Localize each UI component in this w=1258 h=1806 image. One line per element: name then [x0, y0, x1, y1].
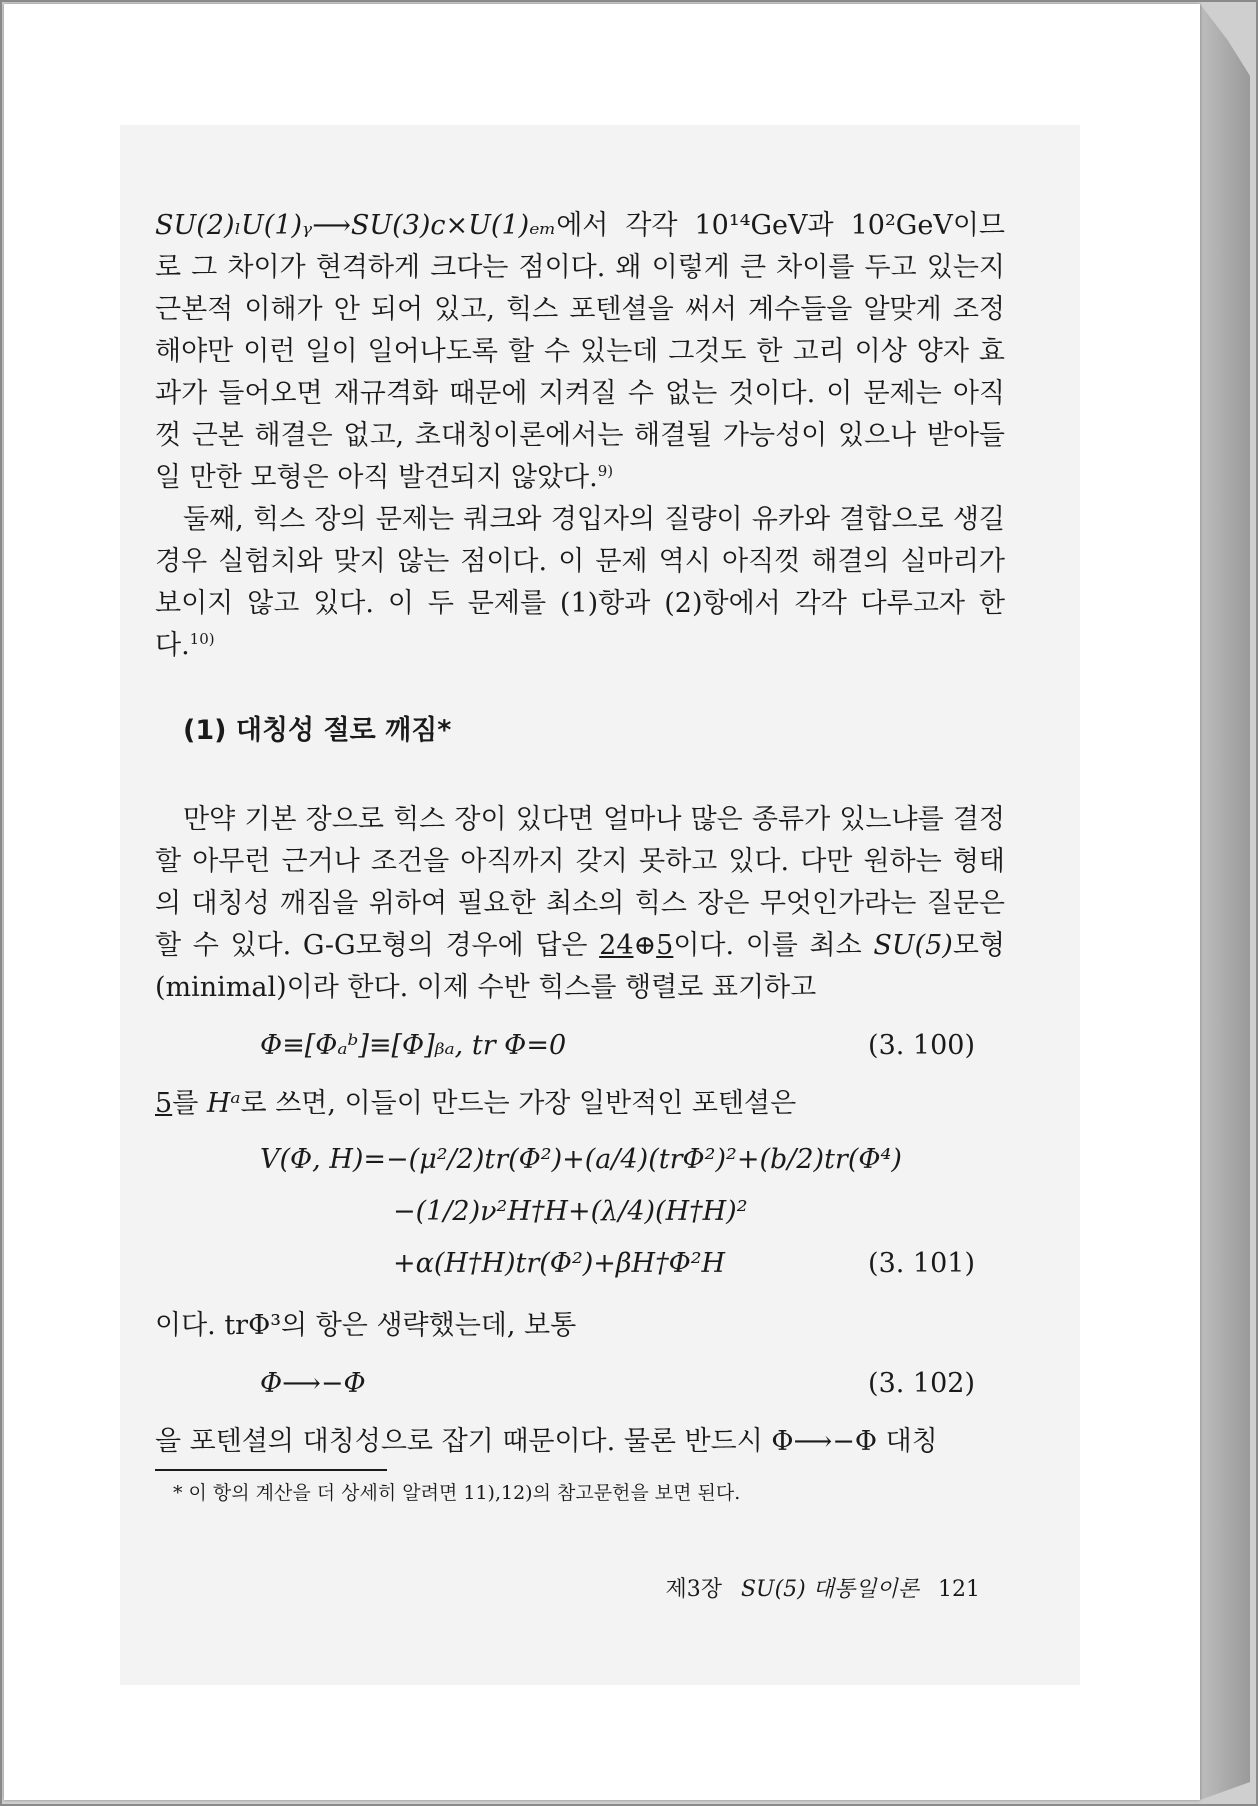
equation-3-100-expr: Φ≡[Φₐᵇ]≡[Φ]ᵦₐ, tr Φ=0 [260, 1030, 567, 1061]
chapter-label: 제3장 [665, 1577, 722, 1602]
paragraph-3 [155, 799, 1005, 1009]
equation-3-100-number: (3. 100) [868, 1030, 975, 1061]
page-edge-shadow [1200, 4, 1250, 1800]
running-footer [155, 1572, 980, 1603]
reference-9: 9) [597, 462, 614, 480]
oplus-symbol: ⊕ [633, 930, 657, 961]
equation-3-101-number: (3. 101) [868, 1248, 975, 1279]
paragraph-5: 이다. trΦ³의 항은 생략했는데, 보통 [155, 1310, 577, 1341]
reference-10: 10) [189, 630, 215, 648]
rep-5-b: 5 [155, 1088, 173, 1119]
rep-5: 5 [656, 930, 674, 961]
paragraph-3-text-c: 모형(minimal)이라 한다. 이제 수반 힉스를 행렬로 표기하고 [155, 930, 1005, 1003]
math-su5: SU(5) [873, 930, 953, 961]
paragraph-2-text: 둘째, 힉스 장의 문제는 쿼크와 경입자의 질량이 유카와 결합으로 생길 경우 실험치와 맞지 않는 점이다. 이 문제 역시 아직껏 해결의 실마리가 보이지 않고 있다. 이 두 문제를 (1)항과 (2)항에서 각각 다루고자 한다. [155, 504, 1005, 661]
equation-3-102 [155, 1363, 1005, 1405]
paragraph-4-text-b: 로 쓰면, 이들이 만드는 가장 일반적인 포텐셜은 [240, 1088, 797, 1119]
page-number: 121 [938, 1577, 980, 1602]
paragraph-1 [155, 205, 1005, 499]
equation-3-100 [155, 1025, 1005, 1067]
page-content [155, 205, 1005, 1507]
footnote: * 이 항의 계산을 더 상세히 알려면 11),12)의 참고문헌을 보면 된다. [173, 1482, 741, 1504]
equation-3-101-line-3: +α(H†H)tr(Φ²)+βH†Φ²H [393, 1248, 726, 1279]
paragraph-3-text-b: 이다. 이를 최소 [673, 930, 874, 961]
chapter-title: SU(5) 대통일이론 [740, 1577, 919, 1602]
paragraph-4 [155, 1083, 1005, 1125]
paragraph-1-text: 에서 각각 10¹⁴GeV과 10²GeV이므로 그 차이가 현격하게 크다는 점이다. 왜 이렇게 큰 차이를 두고 있는지 근본적 이해가 안 되어 있고, 힉스 포텐셜을 써서 계수들을 알맞게 조정해야만 이런 일이 일어나도록 할 수 있는데 그것도 한 고리 이상 양자 효과가 들어오면 재규격화 때문에 지켜질 수 없는 것이다. 이 문제는 아직껏 근본 해결은 없고, 초대칭이론에서는 해결될 가능성이 있으나 받아들일 만한 모형은 아직 발견되지 않았다. [155, 210, 1005, 493]
equation-3-102-number: (3. 102) [868, 1368, 975, 1399]
math-H: Hᵃ [206, 1088, 241, 1119]
paragraph-6: 을 포텐셜의 대칭성으로 잡기 때문이다. 물론 반드시 Φ⟶−Φ 대칭 [155, 1426, 938, 1457]
paragraph-3-text-a: 만약 기본 장으로 힉스 장이 있다면 얼마나 많은 종류가 있느냐를 결정할 아무런 근거나 조건을 아직까지 갖지 못하고 있다. 다만 원하는 형태의 대칭성 깨짐을 위하여 필요한 최소의 힉스 장은 무엇인가라는 질문은 할 수 있다. G-G모형의 경우에 답은 [155, 804, 1005, 961]
rep-24: 24 [599, 930, 634, 961]
math-symmetry-breaking: SU(2)ₗU(1)ᵧ⟶SU(3)ᴄ×U(1)ₑₘ [155, 210, 557, 241]
equation-3-101 [155, 1139, 1005, 1287]
paragraph-4-text-a: 를 [172, 1088, 207, 1119]
paragraph-2 [155, 499, 1005, 667]
equation-3-101-line-1: V(Φ, H)=−(μ²/2)tr(Φ²)+(a/4)(trΦ²)²+(b/2)tr(Φ⁴) [260, 1144, 902, 1175]
footnote-rule [155, 1469, 387, 1471]
equation-3-102-expr: Φ⟶−Φ [260, 1368, 366, 1399]
section-heading: (1) 대칭성 절로 깨짐* [183, 715, 452, 746]
equation-3-101-line-2: −(1/2)ν²H†H+(λ/4)(H†H)² [393, 1196, 748, 1227]
